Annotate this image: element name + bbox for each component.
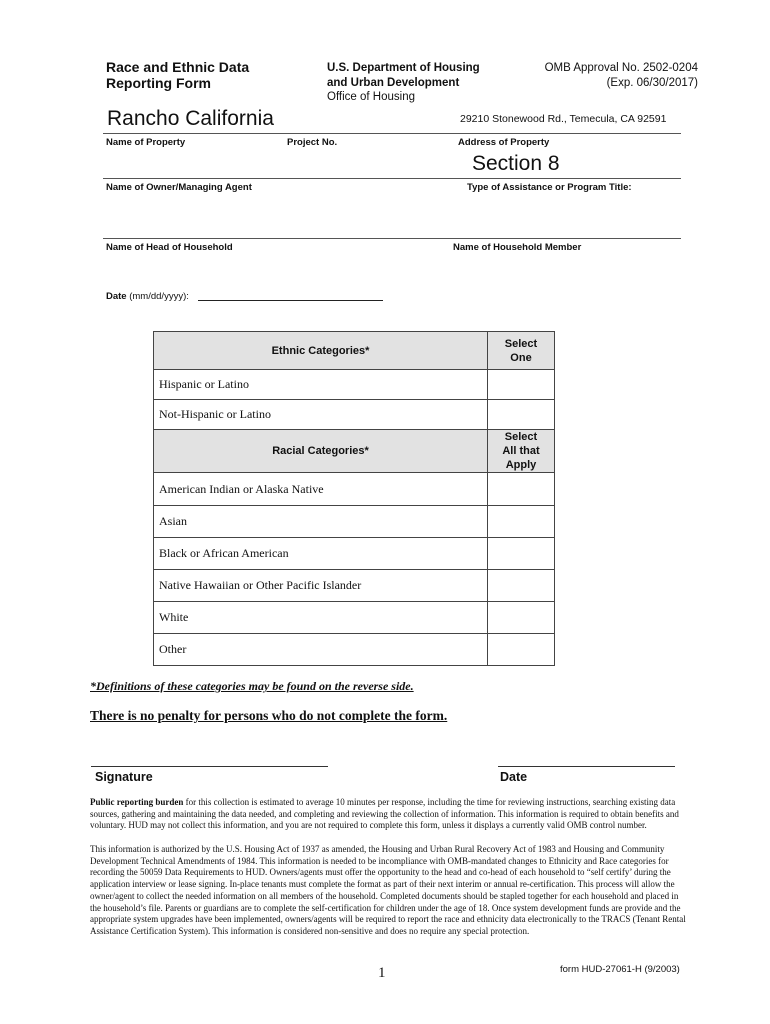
racial-categories-header: Racial Categories* (154, 430, 488, 473)
date-field-label (106, 291, 189, 302)
agency-name (327, 61, 480, 91)
burden-text: for this collection is estimated to average 10 minutes per response, including the time for reviewing instructions, searching existing data sources, gathering and maintaining the data needed, and completing and reviewing the collection of information. This information is required to obtain benefits and voluntary. HUD may not collect this information, and you are not required to complete this form, unless it displays a currently valid OMB control number. (90, 797, 679, 831)
ethnic-categories-header: Ethnic Categories* (154, 332, 488, 370)
signature-date-label: Date (500, 770, 528, 784)
table-row (154, 506, 555, 538)
ethnic-option-hispanic: Hispanic or Latino (154, 370, 488, 400)
select-all-line3: Apply (505, 459, 537, 471)
table-row (154, 602, 555, 634)
owner-agent-label: Name of Owner/Managing Agent (106, 182, 252, 193)
table-row (154, 370, 555, 400)
penalty-note: There is no penalty for persons who do not complete the form. (90, 708, 448, 723)
date-format: (mm/dd/yyyy): (129, 291, 189, 302)
form-title-line2: Reporting Form (106, 75, 211, 91)
select-all-line1: Select (504, 431, 538, 443)
burden-statement (90, 797, 690, 832)
table-row (154, 400, 555, 430)
select-one-header: Select One (488, 332, 555, 370)
project-number-label: Project No. (287, 137, 338, 148)
omb-approval (530, 61, 698, 91)
form-title-line1: Race and Ethnic Data (106, 59, 250, 75)
head-of-household-label: Name of Head of Household (106, 242, 233, 253)
office-name: Office of Housing (327, 91, 416, 103)
racial-option-asian: Asian (154, 506, 488, 538)
racial-header-row (154, 430, 555, 473)
assistance-type-value[interactable]: Section 8 (472, 152, 560, 175)
signature-line[interactable] (91, 766, 328, 767)
select-box-pacific-islander[interactable] (488, 570, 555, 602)
ethnic-option-not-hispanic: Not-Hispanic or Latino (154, 400, 488, 430)
property-underline (103, 133, 681, 134)
select-box-white[interactable] (488, 602, 555, 634)
form-title (106, 59, 249, 91)
select-box-asian[interactable] (488, 506, 555, 538)
burden-lead: Public reporting burden (90, 797, 184, 807)
property-name-value[interactable]: Rancho California (107, 107, 274, 130)
select-box-hispanic[interactable] (488, 370, 555, 400)
table-row (154, 570, 555, 602)
property-name-label: Name of Property (106, 137, 186, 148)
table-row (154, 538, 555, 570)
date-input-line[interactable] (198, 300, 383, 301)
race-ethnicity-table (153, 331, 555, 666)
signature-date-line[interactable] (498, 766, 675, 767)
definitions-note: *Definitions of these categories may be found on the reverse side. (90, 679, 414, 693)
racial-option-pacific-islander: Native Hawaiian or Other Pacific Islander (154, 570, 488, 602)
omb-expiration: (Exp. 06/30/2017) (606, 77, 698, 89)
assistance-type-label: Type of Assistance or Program Title: (467, 182, 632, 193)
household-underline (103, 238, 681, 239)
signature-label: Signature (95, 770, 153, 784)
assistance-underline (103, 178, 681, 179)
racial-option-black: Black or African American (154, 538, 488, 570)
omb-number: OMB Approval No. 2502-0204 (544, 62, 698, 74)
select-box-other[interactable] (488, 634, 555, 666)
select-all-header (488, 430, 555, 473)
agency-line2: and Urban Development (327, 77, 460, 89)
select-box-american-indian[interactable] (488, 473, 555, 506)
select-box-black[interactable] (488, 538, 555, 570)
table-row (154, 634, 555, 666)
racial-option-white: White (154, 602, 488, 634)
property-address-label: Address of Property (458, 137, 550, 148)
ethnic-header-row (154, 332, 555, 370)
form-identifier: form HUD-27061-H (9/2003) (560, 964, 680, 975)
agency-line1: U.S. Department of Housing (327, 62, 480, 74)
page-number: 1 (378, 965, 386, 981)
authority-statement: This information is authorized by the U.S. Housing Act of 1937 as amended, the Housing and Urban Rural Recovery Act of 1983 and Housing and Community Development Technical Amendments of 1984. This information is needed to be incompliance with OMB-mandated changes to Ethnicity and Race categories for recording the 50059 Data Requirements to HUD. Owners/agents must offer the opportunity to the head and co-head of each household to “self certify’ during the application interview or lease signing. In-place tenants must complete the format as part of their next interim or annual re-certification. This process will allow the owner/agent to collect the needed information on all members of the household. Completed documents should be stapled together for each household and placed in the household’s file. Parents or guardians are to complete the self-certification for children under the age of 18. Once system development funds are provide and the appropriate system upgrades have been implemented, owners/agents will be required to report the race and ethnicity data electronically to the TRACS (Tenant Rental Assistance Certification System). This information is considered non-sensitive and does no require any special protection. (90, 844, 686, 936)
select-box-not-hispanic[interactable] (488, 400, 555, 430)
racial-option-american-indian: American Indian or Alaska Native (154, 473, 488, 506)
property-address-value[interactable]: 29210 Stonewood Rd., Temecula, CA 92591 (460, 113, 667, 125)
table-row (154, 473, 555, 506)
select-all-line2: All that (502, 445, 540, 457)
date-label: Date (106, 291, 127, 302)
racial-option-other: Other (154, 634, 488, 666)
household-member-label: Name of Household Member (453, 242, 582, 253)
